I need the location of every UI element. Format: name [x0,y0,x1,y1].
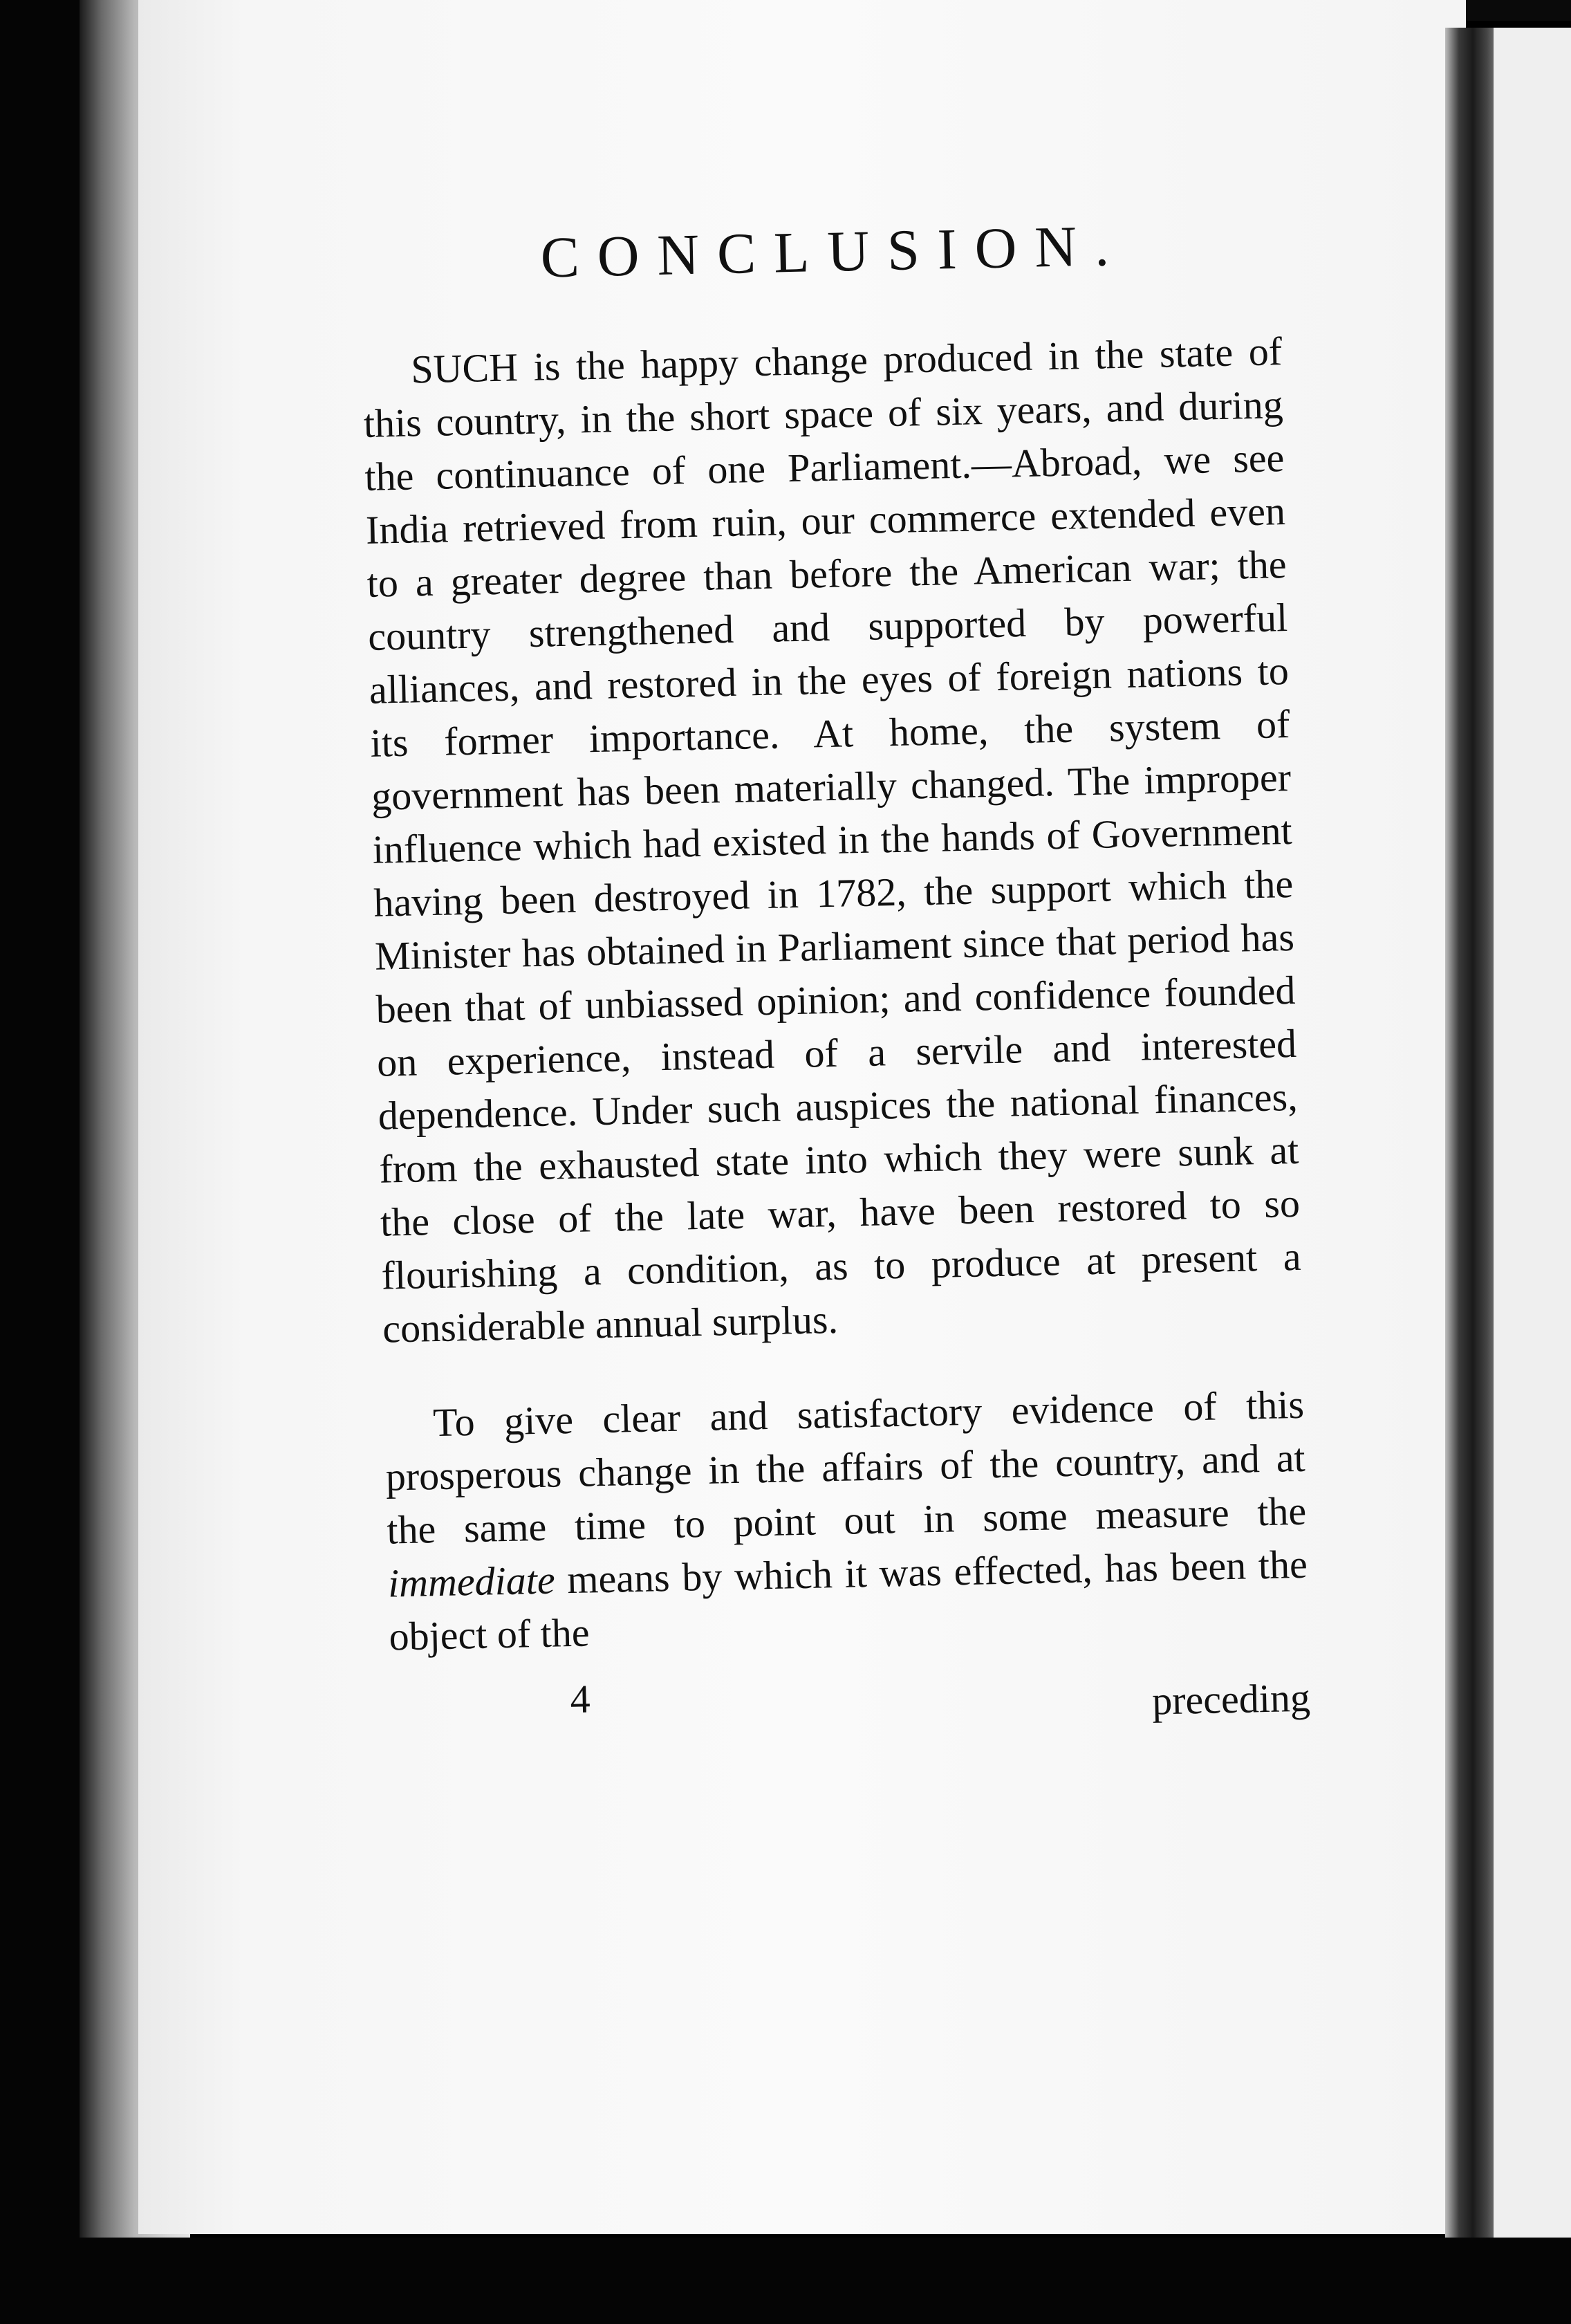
paragraph-2-italic-word: immediate [387,1557,556,1606]
signature-mark: 4 [569,1676,591,1722]
paragraph-1: SUCH is the happy change produced in the state of this country, in the short space of six years, and during the continuance of one Parliament.—Abroad, we see India retrieved from ruin, our commerce extended even to a greater degree than before the American war; the country strengthened and supported by powerful alliances, and restored in the eyes of foreign nations to its former importance. At home, the system of government has been materially changed. The improper influence which had existed in the hands of Government having been destroyed in 1782, the support which the Minister has obtained in Parliament since that period has been that of unbiassed opinion; and confidence founded on experience, instead of a servile and interested dependence. Under such auspices the national finances, from the exhausted state into which they were sunk at the close of the late war, have been restored to so flourishing a condition, as to produce at present a considerable annual surplus. [363,329,1302,1352]
scan-background-left [0,0,86,2324]
catchword: preceding [1151,1675,1311,1724]
scan-background-bottom [0,2238,1571,2324]
adjacent-page-edge [1494,28,1571,2282]
paragraph-2-text-end: means by which it was effected, has been the object of the [388,1541,1308,1659]
page-heading: CONCLUSION. [539,213,1128,290]
page-fold-shadow [1445,28,1500,2269]
paragraph-2-text-start: To give clear and satisfactory evidence of this prosperous change in the affairs of the country, and at the same time to point out in some measure the [385,1381,1307,1553]
paragraph-2 [384,1378,1309,1663]
page-text-block [360,209,1311,1742]
